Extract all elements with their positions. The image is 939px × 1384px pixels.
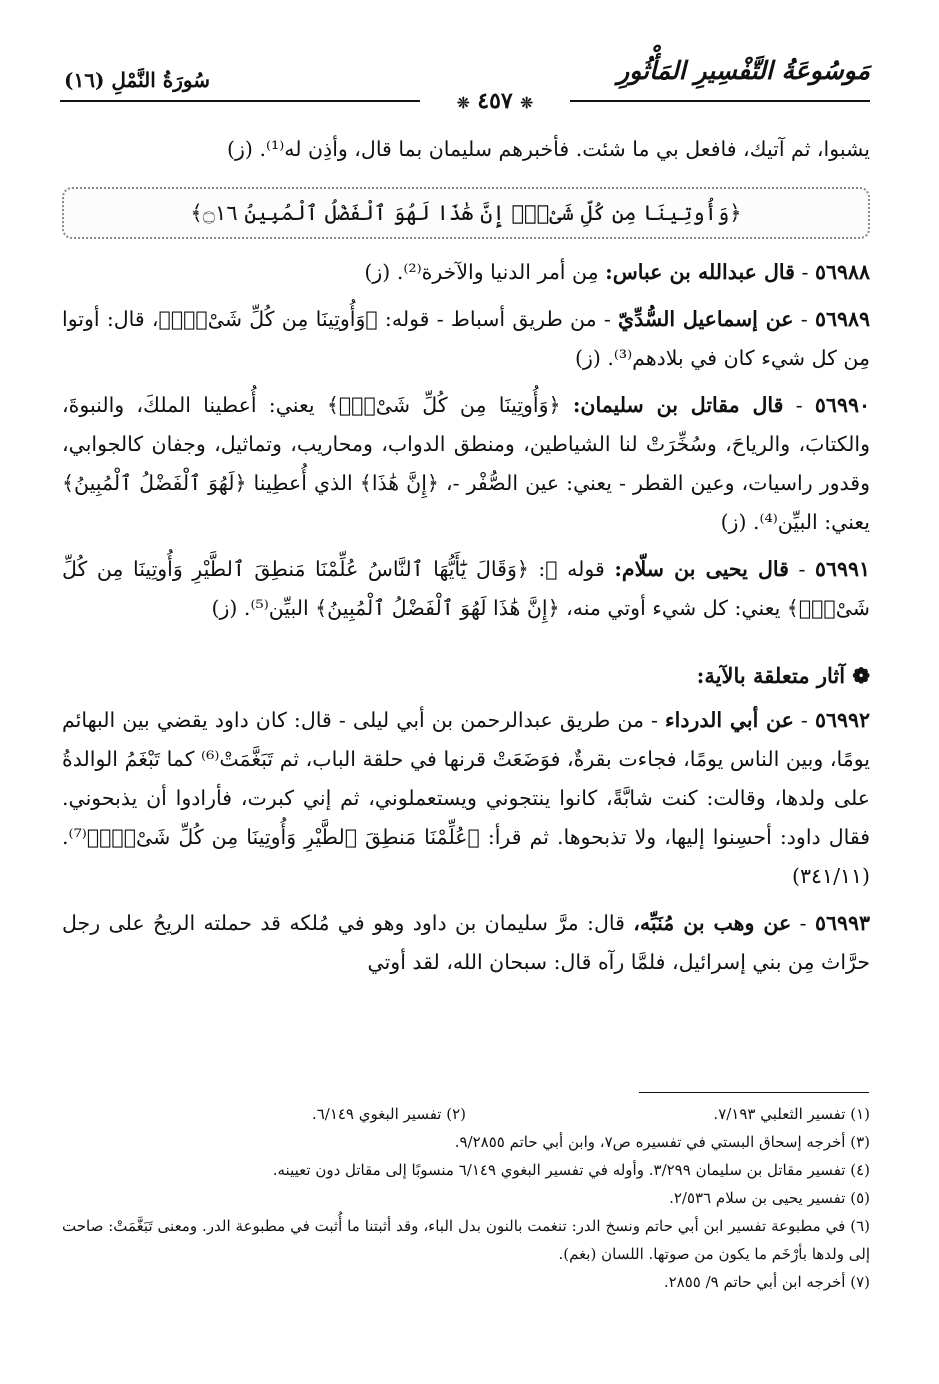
page-number-block <box>420 88 570 114</box>
footnote-2: (٢) تفسير البغوي ٦/١٤٩. <box>311 1105 466 1123</box>
narration-56993: ٥٦٩٩٣ - عن وهب بن مُنَبِّه، قال: مرَّ سليمان بن داود وهو في مُلكه قد حملته الريحُ على رجل حرَّاث مِن بني إسرائيل، فلمَّا رآه قال: سبحان الله، لقد أوتي <box>62 911 870 974</box>
narrator-name: عن وهب بن مُنَبِّه، <box>633 911 792 935</box>
narration-text: - من طريق أسباط - قوله: ﴿وَأُوتِينَا مِن كُلِّ شَىْءٍۖ﴾، قال: أوتوا مِن كل شيء كان في بلادهم⁽³⁾. (ز) <box>62 307 870 370</box>
narration-text: مِن أمر الدنيا والآخرة⁽²⁾. (ز) <box>364 260 599 284</box>
footnote-row <box>62 1100 870 1128</box>
narrator-name: قال مقاتل بن سليمان: <box>572 393 784 417</box>
narration-56988: ٥٦٩٨٨ - قال عبدالله بن عباس: مِن أمر الدنيا والآخرة⁽²⁾. (ز) <box>364 260 870 284</box>
verse-box <box>62 187 870 239</box>
narrator-name: عن أبي الدرداء <box>665 708 794 732</box>
ornament-left-icon: ❊ <box>457 94 470 112</box>
footnote-1: (١) تفسير الثعلبي ٧/١٩٣. <box>713 1105 870 1123</box>
footnote-7: (٧) أخرجه ابن أبي حاتم ٩/ ٢٨٥٥. <box>663 1273 870 1291</box>
narration-number: ٥٦٩٨٩ <box>814 307 870 331</box>
narration-text: قال: مرَّ سليمان بن داود وهو في مُلكه قد حملته الريحُ على رجل حرَّاث مِن بني إسرائيل، فلمَّا رآه قال: سبحان الله، لقد أوتي <box>62 911 870 974</box>
footnotes <box>62 1100 870 1296</box>
footnote-rule <box>639 1092 869 1093</box>
narrator-name: قال عبدالله بن عباس: <box>605 260 795 284</box>
narration-number: ٥٦٩٩٠ <box>814 393 870 417</box>
page-header <box>60 50 870 114</box>
narration-text: ﴿وَأُوتِينَا مِن كُلِّ شَىْءٍۖ﴾ يعني: أُعطينا الملكَ، والنبوةَ، والكتابَ، والرياحَ، وسُخِّرَتْ لنا الشياطين، ومنطق الدواب، ومحاريب، وتماثيل، وجفان كالجوابي، وقدور راسيات، وعين القطر - يعني: عين الصُّفْر -، ﴿إِنَّ هَٰذَا﴾ الذي أُعطِينا ﴿لَهُوَ ٱلْفَضْلُ ٱلْمُبِينُ﴾ يعني: البيِّن⁽⁴⁾. (ز) <box>62 393 870 534</box>
narration-number: ٥٦٩٩٢ <box>814 708 870 732</box>
narration-number: ٥٦٩٩١ <box>814 557 870 581</box>
narrator-name: قال يحيى بن سلّام: <box>614 557 789 581</box>
book-title: مَوسُوعَةُ التَّفْسِيرِ المَأْثُورِ <box>617 56 870 85</box>
narration-56991: ٥٦٩٩١ - قال يحيى بن سلّام: قوله ﷻ: ﴿وَقَالَ يَٰٓأَيُّهَا ٱلنَّاسُ عُلِّمْنَا مَنطِقَ ٱلطَّيْرِ وَأُوتِينَا مِن كُلِّ شَىْءٍۖ﴾ يعني: كل شيء أوتي منه، ﴿إِنَّ هَٰذَا لَهُوَ ٱلْفَضْلُ ٱلْمُبِينُ﴾ البيِّن⁽⁵⁾. (ز) <box>62 557 870 620</box>
main-text <box>62 130 870 990</box>
page-number: ٤٥٧ <box>477 88 513 114</box>
paragraph-continuation: يشبوا، ثم آتيك، فافعل بي ما شئت. فأخبرهم سليمان بما قال، وأذِن له⁽¹⁾. (ز) <box>227 137 870 161</box>
quran-verse: ﴿وَأُوتِينَا مِن كُلِّ شَىْءٍۖ إِنَّ هَٰذَا لَهُوَ ٱلْفَضْلُ ٱلْمُبِينُ ۝١٦﴾ <box>190 201 742 225</box>
footnote-3: (٣) أخرجه إسحاق البستي في تفسيره ص٧، وابن أبي حاتم ٩/٢٨٥٥. <box>454 1133 870 1151</box>
narration-number: ٥٦٩٩٣ <box>814 911 870 935</box>
narration-text: قوله ﷻ: ﴿وَقَالَ يَٰٓأَيُّهَا ٱلنَّاسُ عُلِّمْنَا مَنطِقَ ٱلطَّيْرِ وَأُوتِينَا مِن كُلِّ شَىْءٍۖ﴾ يعني: كل شيء أوتي منه، ﴿إِنَّ هَٰذَا لَهُوَ ٱلْفَضْلُ ٱلْمُبِينُ﴾ البيِّن⁽⁵⁾. (ز) <box>62 557 870 620</box>
narration-number: ٥٦٩٨٨ <box>814 260 870 284</box>
narration-text: - من طريق عبدالرحمن بن أبي ليلى - قال: كان داود يقضي بين البهائم يومًا، وبين الناس يومًا، فجاءت بقرةٌ، فوَضَعَتْ قرنها في حلقة الباب، ثم تَبَغَّمَتْ⁽⁶⁾ كما تَبْغَمُ الوالدةُ على ولدها، وقالت: كنت شابَّةً، كانوا ينتجوني ويستعملوني، ثم إني كبرت، فأرادوا أن يذبحوني. فقال داود: أحسِنوا إليها، ولا تذبحوها. ثم قرأ: ﴿عُلِّمْنَا مَنطِقَ ٱلطَّيْرِ وَأُوتِينَا مِن كُلِّ شَىْءٍۖ﴾⁽⁷⁾. (٣٤١/١١) <box>62 708 870 888</box>
surah-header: سُورَةُ النَّمْلِ (١٦) <box>64 68 210 92</box>
footnote-6: (٦) في مطبوعة تفسير ابن أبي حاتم ونسخ الدر: تنغمت بالنون بدل الباء، وقد أثبتنا ما أُثبت في مطبوعة الدر. ومعنى تَبَغَّمَتْ: صاحت إلى ولدها بأرْخَم ما يكون من صوتها. اللسان (بغم). <box>62 1217 870 1263</box>
narration-56992: ٥٦٩٩٢ - عن أبي الدرداء - من طريق عبدالرحمن بن أبي ليلى - قال: كان داود يقضي بين البهائم يومًا، وبين الناس يومًا، فجاءت بقرةٌ، فوَضَعَتْ قرنها في حلقة الباب، ثم تَبَغَّمَتْ⁽⁶⁾ كما تَبْغَمُ الوالدةُ على ولدها، وقالت: كنت شابَّةً، كانوا ينتجوني ويستعملوني، ثم إني كبرت، فأرادوا أن يذبحوني. فقال داود: أحسِنوا إليها، ولا تذبحوها. ثم قرأ: ﴿عُلِّمْنَا مَنطِقَ ٱلطَّيْرِ وَأُوتِينَا مِن كُلِّ شَىْءٍۖ﴾⁽⁷⁾. (٣٤١/١١) <box>62 708 870 888</box>
narrator-name: عن إسماعيل السُّدِّيّ <box>618 307 794 331</box>
narration-56990: ٥٦٩٩٠ - قال مقاتل بن سليمان: ﴿وَأُوتِينَا مِن كُلِّ شَىْءٍۖ﴾ يعني: أُعطينا الملكَ، والنبوةَ، والكتابَ، والرياحَ، وسُخِّرَتْ لنا الشياطين، ومنطق الدواب، ومحاريب، وتماثيل، وجفان كالجوابي، وقدور راسيات، وعين القطر - يعني: عين الصُّفْر -، ﴿إِنَّ هَٰذَا﴾ الذي أُعطِينا ﴿لَهُوَ ٱلْفَضْلُ ٱلْمُبِينُ﴾ يعني: البيِّن⁽⁴⁾. (ز) <box>62 393 870 534</box>
narration-56989: ٥٦٩٨٩ - عن إسماعيل السُّدِّيّ - من طريق أسباط - قوله: ﴿وَأُوتِينَا مِن كُلِّ شَىْءٍۖ﴾، قال: أوتوا مِن كل شيء كان في بلادهم⁽³⁾. (ز) <box>62 307 870 370</box>
footnote-5: (٥) تفسير يحيى بن سلام ٢/٥٣٦. <box>669 1189 870 1207</box>
ornament-right-icon: ❊ <box>520 94 533 112</box>
footnote-4: (٤) تفسير مقاتل بن سليمان ٣/٢٩٩. وأوله في تفسير البغوي ٦/١٤٩ منسوبًا إلى مقاتل دون تعيينه. <box>272 1161 870 1179</box>
section-title: ❁ آثار متعلقة بالآية: <box>696 663 870 688</box>
